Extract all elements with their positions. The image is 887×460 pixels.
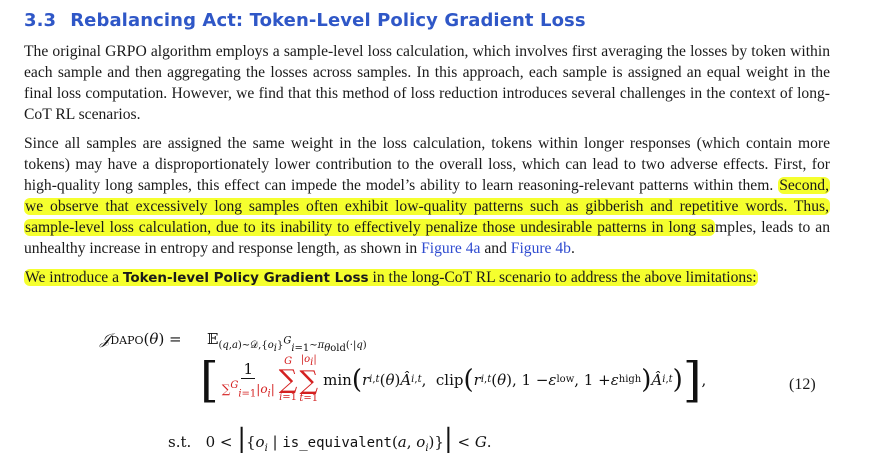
equation-expectation: 𝔼$_{(q,a)\sim 𝒟,\{o_i\}^G_{i=1}\sim\pi_{\theta old}(\cdot|q)}$ — [207, 330, 367, 354]
fraction: $\frac{1}{\sum^G_{i=1}|o_i|}$ — [221, 359, 275, 400]
paragraph-1: The original GRPO algorithm employs a sample-level loss calculation, which involves first averaging the losses by token within each sample and then aggregating the losses across samples. In this approach, each sample is assigned an equal weight in the final loss computation. However, we find that this method of loss reduction introduces several challenges in the context of long-CoT RL scenarios. — [24, 43, 830, 123]
sum-i: G ∑ i=1 — [278, 355, 298, 403]
paragraph-intro — [24, 267, 830, 289]
intro-post: in the long-CoT RL scenario to address the above limitations: — [368, 269, 757, 286]
equation-constraint: s.t. $0 < |\{o_i$ | is_equivalent(a, $o_i)\}| < G$. — [168, 424, 492, 454]
intro-pre: We introduce a — [25, 269, 123, 286]
section-number: 3.3 — [24, 10, 57, 31]
p2-highlight: Second, we observe that excessively long samples often exhibit low-quality patterns such as gibberish and repetitive words. Thus, sample-level loss calculation, due to its inability to effectively penalize those undesirable patterns in long sa — [25, 177, 829, 236]
equation-main: [ $\frac{1}{\sum^G_{i=1}|o_i|}$ G ∑ i=1 $|o_i|$ ∑ t=1 min ( r i,t ( θ ) Â i,t , clip ( r i,t ( θ ), 1 − ε low , 1 + ε high ) Â i,t ) ] , — [200, 351, 707, 408]
p2-and: and — [480, 240, 511, 257]
intro-bold-term: Token-level Policy Gradient Loss — [122, 270, 369, 286]
section — [24, 10, 830, 297]
right-bracket: ] — [682, 351, 702, 408]
equation-lhs: 𝒥DAPO(θ) = — [100, 330, 182, 348]
section-title: Rebalancing Act: Token-Level Policy Gradient Loss — [70, 10, 586, 31]
paragraph-2 — [24, 133, 830, 259]
sum-t: $|o_i|$ ∑ t=1 — [299, 354, 319, 404]
equation-number: (12) — [789, 376, 816, 393]
p2-tail: mples, leads to an unhealthy increase in entropy and response length, as shown in — [24, 219, 830, 257]
intro-highlight — [24, 269, 758, 286]
p2-plain: Since all samples are assigned the same weight in the loss calculation, tokens within longer responses (which contain more tokens) may have a disproportionately lower contribution to the overall loss, which can lead to two adverse effects. First, for high-quality long samples, this effect can impede the model’s ability to learn reasoning-relevant patterns within them. — [24, 135, 830, 194]
figure-4b-link[interactable]: Figure 4b — [510, 240, 571, 257]
st-label: s.t. — [168, 433, 192, 451]
left-bracket: [ — [200, 351, 219, 408]
figure-4a-link[interactable]: Figure 4a — [421, 240, 481, 257]
p2-period: . — [570, 240, 575, 257]
section-heading — [24, 10, 830, 31]
